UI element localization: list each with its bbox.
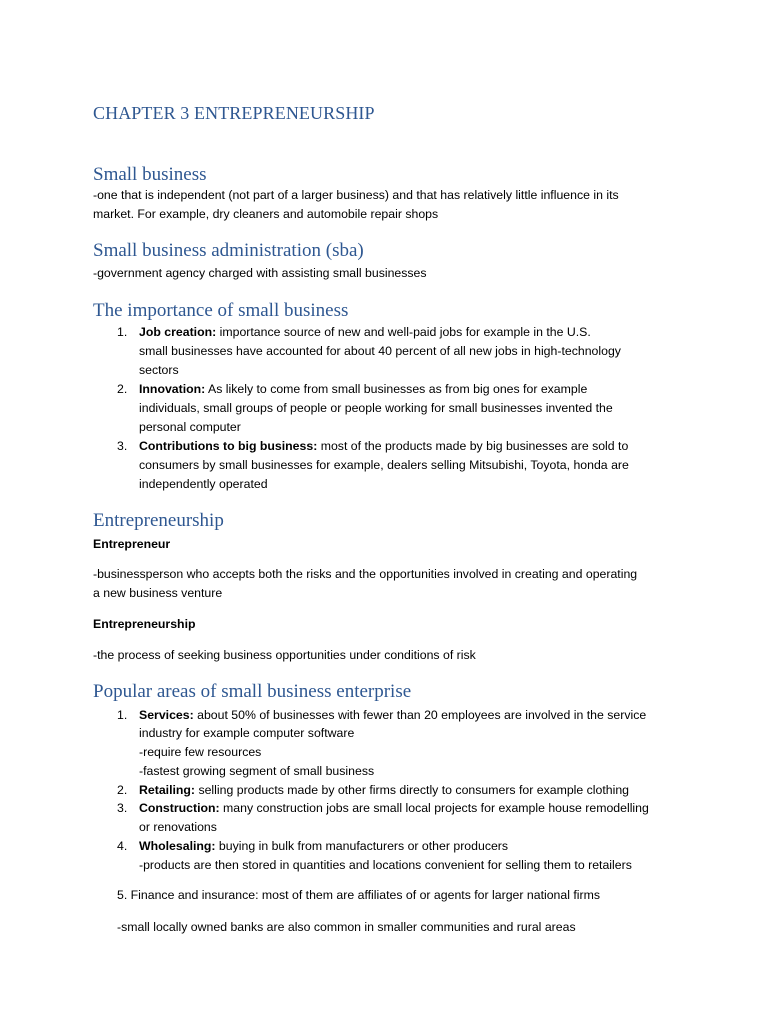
importance-item-2-line-2: individuals, small groups of people or people working for small businesses invented the [139,401,613,415]
heading-sba: Small business administration (sba) [93,240,364,261]
importance-item-2-line-1: Innovation: As likely to come from small businesses as from big ones for example [139,382,588,396]
popular-item-3-line-1: Construction: many construction jobs are small local projects for example house remodelling [139,801,649,815]
popular-item-4-number: 4. [117,839,128,853]
heading-entrepreneurship: Entrepreneurship [93,510,224,531]
importance-item-3-number: 3. [117,439,128,453]
small-business-line-2: market. For example, dry cleaners and automobile repair shops [93,207,439,221]
popular-item-4-line-2: -products are then stored in quantities and locations convenient for selling them to retailers [139,858,632,872]
heading-importance: The importance of small business [93,300,349,321]
popular-item-4-line-1: Wholesaling: buying in bulk from manufacturers or other producers [139,839,509,853]
popular-item-5-note: -small locally owned banks are also common in smaller communities and rural areas [117,920,576,934]
importance-item-3-line-2: consumers by small businesses for example, dealers selling Mitsubishi, Toyota, honda are [139,458,629,472]
importance-item-1-line-2: small businesses have accounted for about 40 percent of all new jobs in high-technology [139,344,621,358]
entrepreneur-def-line-1: -businessperson who accepts both the risks and the opportunities involved in creating and operating [93,567,638,581]
importance-item-1-line-1: Job creation: importance source of new and well-paid jobs for example in the U.S. [139,325,591,339]
popular-item-1-line-3: -require few resources [139,745,262,759]
popular-item-4-label: Wholesaling: [139,839,216,853]
popular-item-2-line-1: Retailing: selling products made by other firms directly to consumers for example clothing [139,783,630,797]
popular-item-2-label: Retailing: [139,783,196,797]
popular-item-3-number: 3. [117,801,128,815]
popular-item-3-label: Construction: [139,801,220,815]
heading-small-business: Small business [93,164,207,185]
importance-item-3-line-1: Contributions to big business: most of the products made by big businesses are sold to [139,439,629,453]
sba-line-1: -government agency charged with assisting small businesses [93,266,427,280]
term-entrepreneur: Entrepreneur [93,537,171,551]
chapter-title: CHAPTER 3 ENTREPRENEURSHIP [93,103,375,123]
popular-item-1-label: Services: [139,708,194,722]
small-business-line-1: -one that is independent (not part of a larger business) and that has relatively little influence in its [93,188,619,202]
entrepreneur-def-line-2: a new business venture [93,586,223,600]
importance-item-3-label: Contributions to big business: [139,439,318,453]
popular-item-1-line-1: Services: about 50% of businesses with fewer than 20 employees are involved in the service [139,708,647,722]
popular-item-1-line-4: -fastest growing segment of small business [139,764,375,778]
popular-item-5-finance: 5. Finance and insurance: most of them are affiliates of or agents for larger national firms [117,888,601,902]
popular-item-3-line-2: or renovations [139,820,217,834]
importance-item-1-line-3: sectors [139,363,179,377]
importance-item-2-label: Innovation: [139,382,206,396]
importance-item-2-line-3: personal computer [139,420,241,434]
popular-item-1-number: 1. [117,708,128,722]
importance-item-3-line-3: independently operated [139,477,268,491]
entrepreneurship-def-line-1: -the process of seeking business opportunities under conditions of risk [93,648,476,662]
term-entrepreneurship: Entrepreneurship [93,617,196,631]
popular-item-1-line-2: industry for example computer software [139,726,355,740]
heading-popular-areas: Popular areas of small business enterprise [93,681,412,702]
importance-item-1-number: 1. [117,325,128,339]
importance-item-1-label: Job creation: [139,325,217,339]
importance-item-2-number: 2. [117,382,128,396]
popular-item-2-number: 2. [117,783,128,797]
